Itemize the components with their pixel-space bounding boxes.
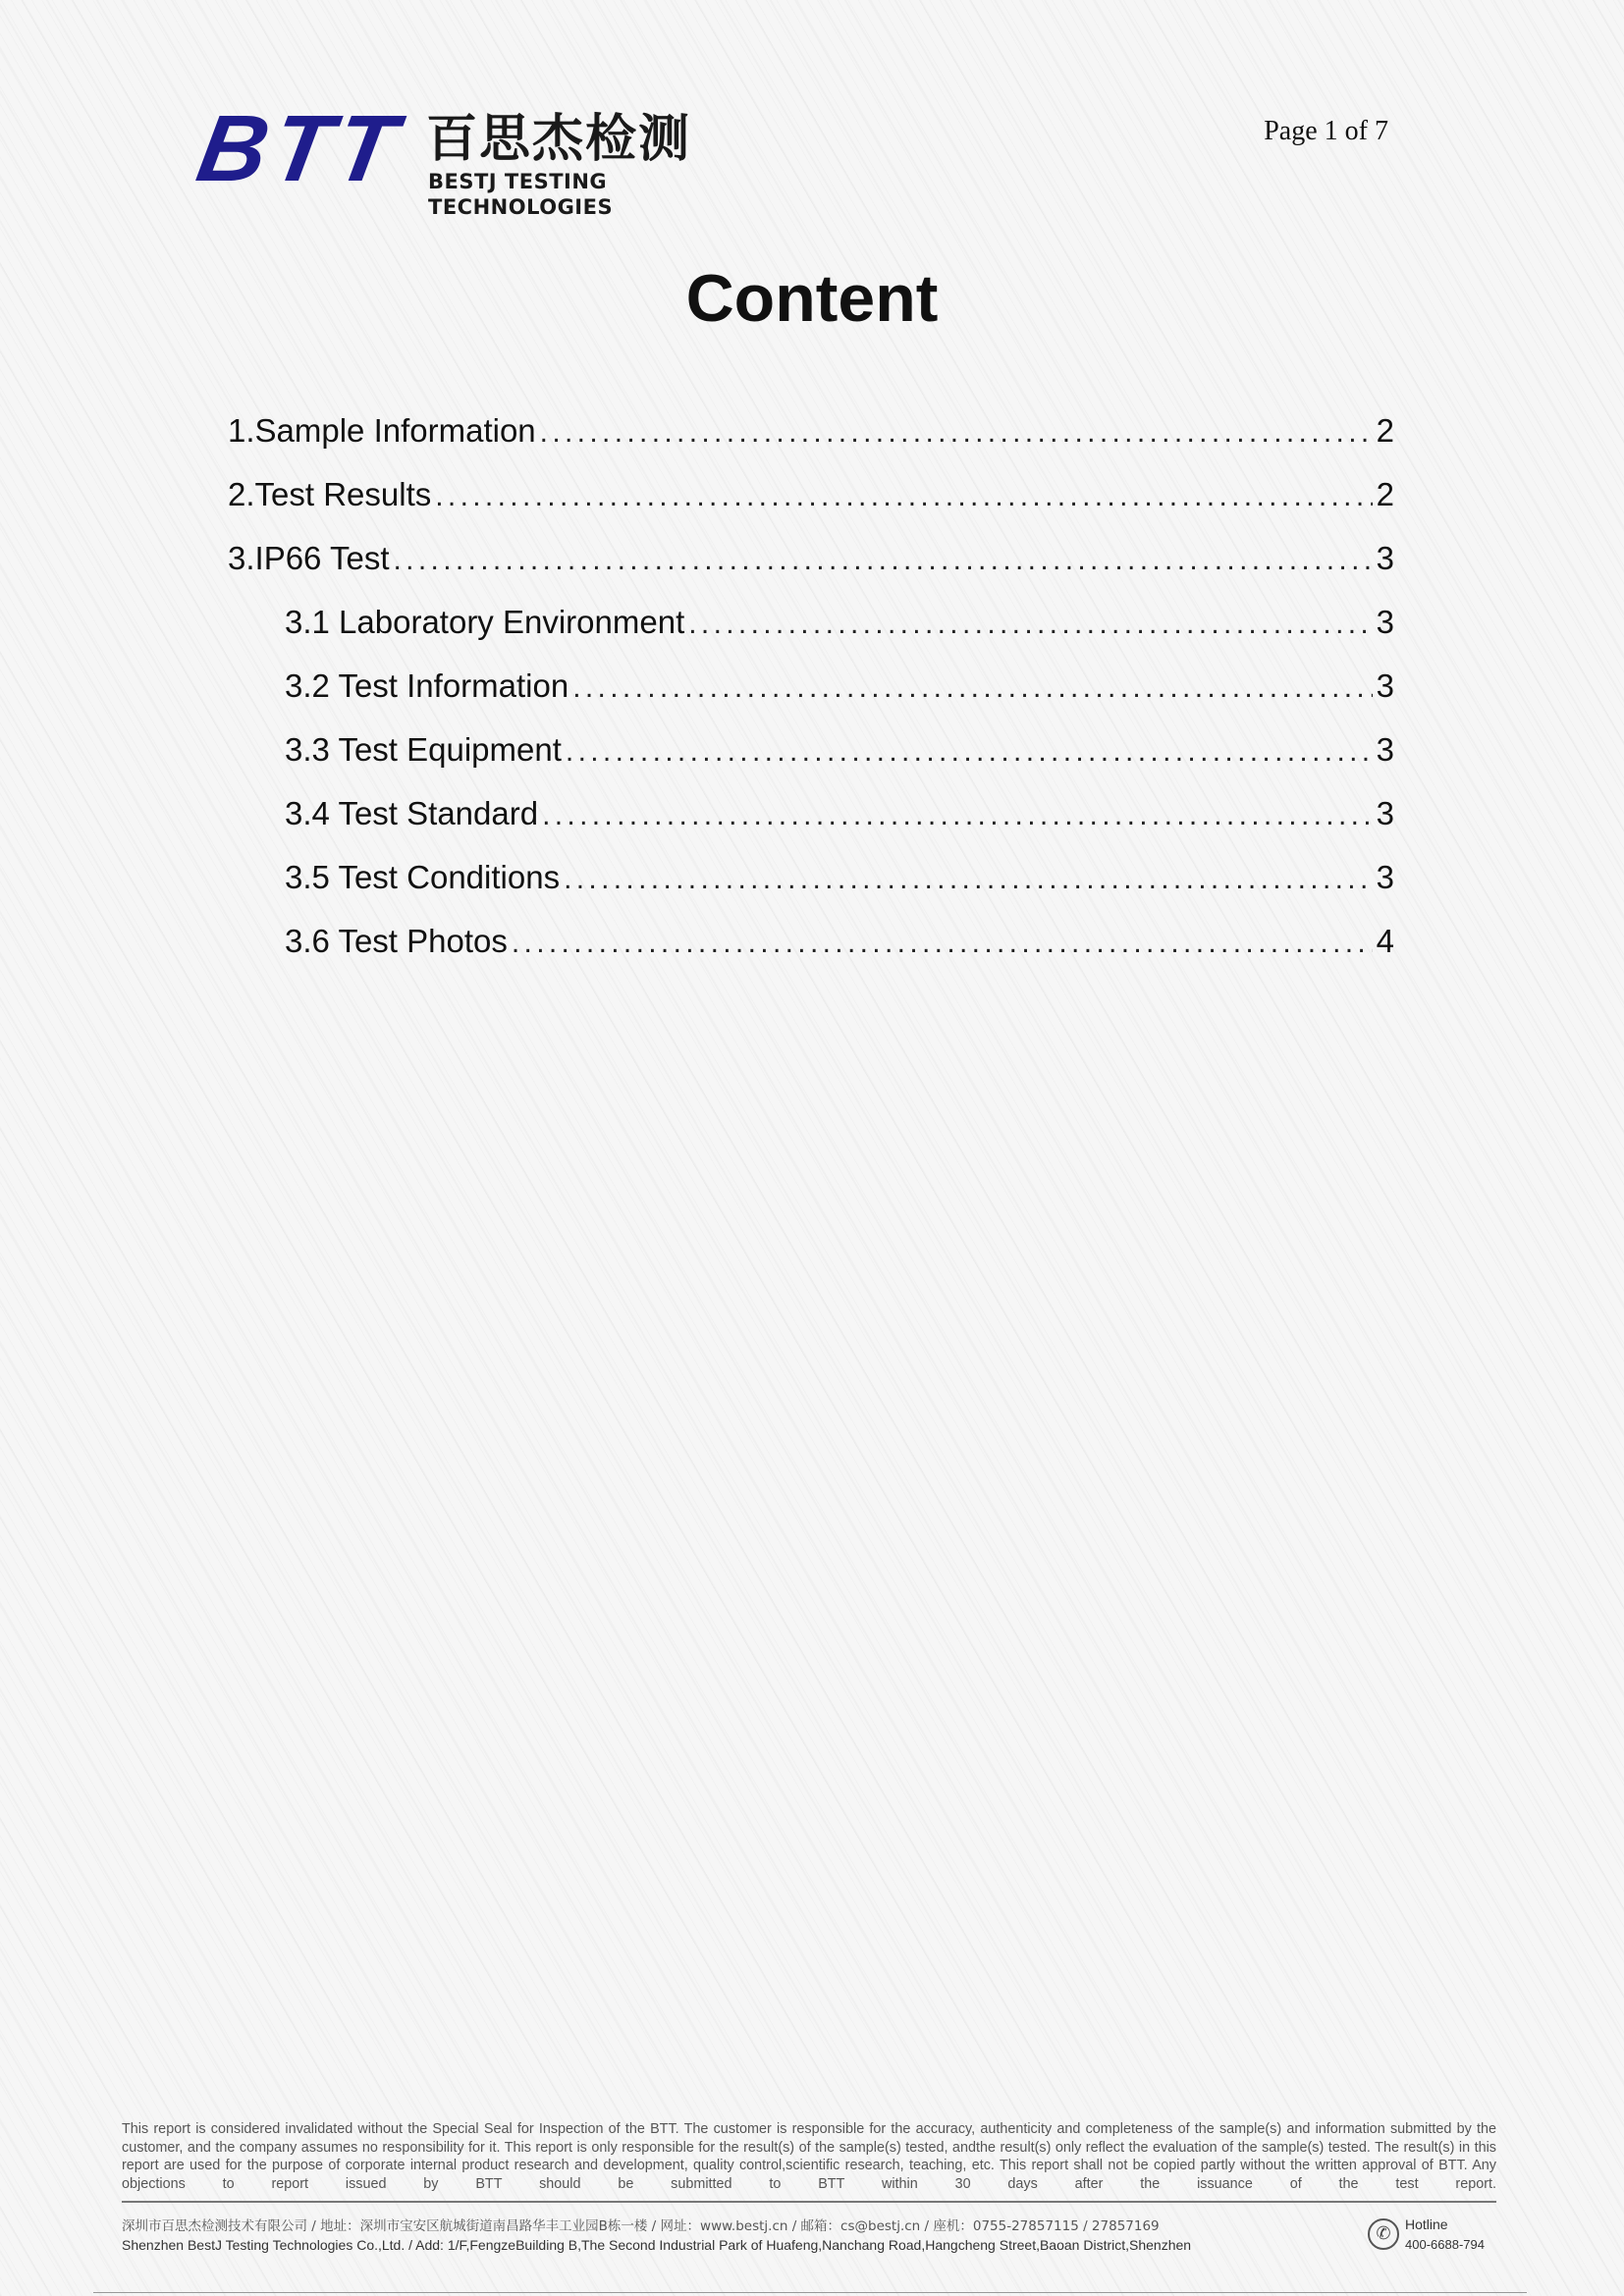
toc-leader-dots [564, 863, 1373, 896]
footer-contact-chinese: 深圳市百思杰检测技术有限公司 / 地址：深圳市宝安区航城街道南昌路华丰工业园B栋一楼 / 网址：www.bestj.cn / 邮箱：cs@bestj.cn / 座机：0755-27857115 / 27857169 [122, 2218, 1160, 2234]
toc-entry-page: 3 [1376, 667, 1394, 704]
toc-entry-label: 1.Sample Information [228, 412, 536, 449]
phone-icon: ✆ [1368, 2218, 1399, 2250]
toc-entry-label: 2.Test Results [228, 476, 432, 512]
hotline-label: Hotline [1405, 2216, 1448, 2232]
toc-entry[interactable] [228, 667, 1394, 731]
table-of-contents [228, 412, 1394, 987]
toc-leader-dots [542, 799, 1373, 832]
toc-entry[interactable] [228, 795, 1394, 859]
toc-entry-label: 3.IP66 Test [228, 540, 390, 576]
toc-entry-label: 3.4 Test Standard [285, 795, 539, 831]
footer-disclaimer: This report is considered invalidated without the Special Seal for Inspection of the BTT. The customer is responsible for the accuracy, authenticity and completeness of the sample(s) and information submitted by the customer, and the company assumes no responsibility for it. This report is only responsible for the result(s) of the sample(s) tested, andthe result(s) only reflect the evaluation of the sample(s) tested. The result(s) in this report are used for the purpose of corporate internal product research and development, quality control,scientific research, teaching, etc. This report shall not be copied partly without the written approval of BTT. Any objections to report issued by BTT should be submitted to BTT within 30 days after the issuance of the test report. [122, 2121, 1496, 2192]
page-bottom-rule [93, 2292, 1527, 2293]
page-title: Content [685, 261, 939, 336]
toc-entry-page: 3 [1376, 540, 1394, 576]
toc-entry[interactable] [228, 540, 1394, 604]
logo-chinese-name: 百思杰检测 [426, 110, 692, 169]
footer-divider [122, 2201, 1496, 2203]
toc-leader-dots [540, 416, 1373, 450]
toc-entry[interactable] [228, 476, 1394, 540]
toc-leader-dots [394, 544, 1373, 577]
toc-entry[interactable] [228, 859, 1394, 923]
toc-leader-dots [512, 927, 1373, 960]
toc-leader-dots [435, 480, 1372, 513]
toc-entry-page: 3 [1376, 795, 1394, 831]
toc-entry-page: 3 [1376, 604, 1394, 640]
company-logo [189, 96, 752, 219]
hotline-number: 400-6688-794 [1405, 2237, 1485, 2252]
footer-contact-english: Shenzhen BestJ Testing Technologies Co.,Ltd. / Add: 1/F,FengzeBuilding B,The Second Industrial Park of Huafeng,Nanchang Road,Hangcheng Street,Baoan District,Shenzhen [122, 2237, 1192, 2253]
toc-entry[interactable] [228, 604, 1394, 667]
toc-leader-dots [566, 735, 1373, 769]
toc-entry-page: 3 [1376, 859, 1394, 895]
toc-entry-label: 3.6 Test Photos [285, 923, 508, 959]
toc-entry[interactable] [228, 412, 1394, 476]
toc-entry-page: 2 [1376, 412, 1394, 449]
toc-entry-page: 4 [1376, 923, 1394, 959]
toc-entry-page: 2 [1376, 476, 1394, 512]
toc-entry-label: 3.5 Test Conditions [285, 859, 561, 895]
toc-entry[interactable] [228, 923, 1394, 987]
toc-entry-label: 3.1 Laboratory Environment [285, 604, 685, 640]
toc-entry-page: 3 [1376, 731, 1394, 768]
toc-entry-label: 3.2 Test Information [285, 667, 569, 704]
toc-entry[interactable] [228, 731, 1394, 795]
logo-english-name: BESTJ TESTING TECHNOLOGIES [428, 170, 614, 219]
toc-leader-dots [688, 608, 1372, 641]
toc-entry-label: 3.3 Test Equipment [285, 731, 562, 768]
toc-leader-dots [572, 671, 1372, 705]
page-indicator: Page 1 of 7 [1264, 116, 1388, 146]
logo-mark: BTT [189, 96, 410, 201]
